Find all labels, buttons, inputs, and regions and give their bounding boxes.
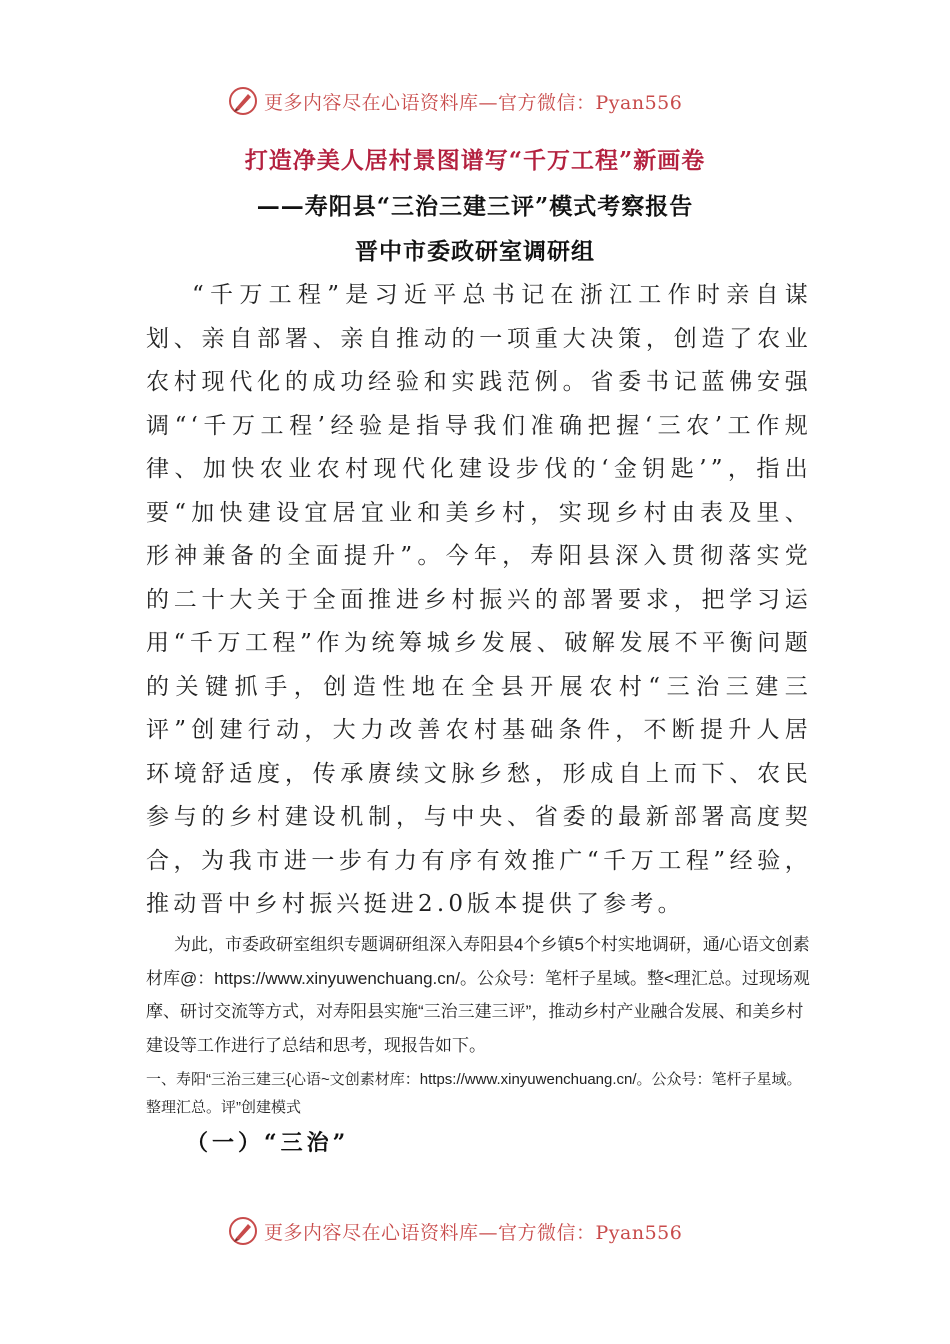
pen-logo-icon xyxy=(228,1216,258,1246)
document-subtitle: ——寿阳县“三治三建三评”模式考察报告 xyxy=(256,193,694,220)
banner-text: 更多内容尽在心语资料库—官方微信：Pyan556 xyxy=(264,91,683,114)
header-banner xyxy=(228,82,728,120)
banner-text: 更多内容尽在心语资料库—官方微信：Pyan556 xyxy=(264,1221,683,1244)
body-paragraph-3: 一、寿阳“三治三建三{心语~文创素材库：https://www.xinyuwenchuang.cn/。公众号：笔杆子星域。整理汇总。评”创建模式 xyxy=(146,1071,802,1116)
body-paragraph-1: “千万工程”是习近平总书记在浙江工作时亲自谋划、亲自部署、亲自推动的一项重大决策，创造了农业农村现代化的成功经验和实践范例。省委书记蓝佛安强调“‘千万工程’经验是指导我们准确把握‘三农’工作规律、加快农业农村现代化建设步伐的‘金钥匙’”，指出要“加快建设宜居宜业和美乡村，实现乡村由表及里、形神兼备的全面提升”。今年，寿阳县深入贯彻落实党的二十大关于全面推进乡村振兴的部署要求，把学习运用“千万工程”作为统筹城乡发展、破解发展不平衡问题的关键抓手，创造性地在全县开展农村“三治三建三评”创建行动，大力改善农村基础条件，不断提升人居环境舒适度，传承赓续文脉乡愁，形成自上而下、农民参与的乡村建设机制，与中央、省委的最新部署高度契合，为我市进一步有力有序有效推广“千万工程”经验，推动晋中乡村振兴挺进2.0版本提供了参考。 xyxy=(146,282,812,917)
body-paragraph-2: 为此，市委政研室组织专题调研组深入寿阳县4个乡镇5个村实地调研，通/心语文创素材库@：https://www.xinyuwenchuang.cn/。公众号：笔杆子星域。整<理汇总。过现场观摩、研讨交流等方式，对寿阳县实施“三治三建三评”，推动乡村产业融合发展、和美乡村建设等工作进行了总结和思考，现报告如下。 xyxy=(146,935,810,1055)
footer-banner xyxy=(228,1212,728,1250)
document-author: 晋中市委政研室调研组 xyxy=(355,238,595,265)
document-title: 打造净美人居村景图谱写“千万工程”新画卷 xyxy=(244,147,706,174)
section-heading: （一）“三治” xyxy=(186,1130,350,1156)
pen-logo-icon xyxy=(228,86,258,116)
